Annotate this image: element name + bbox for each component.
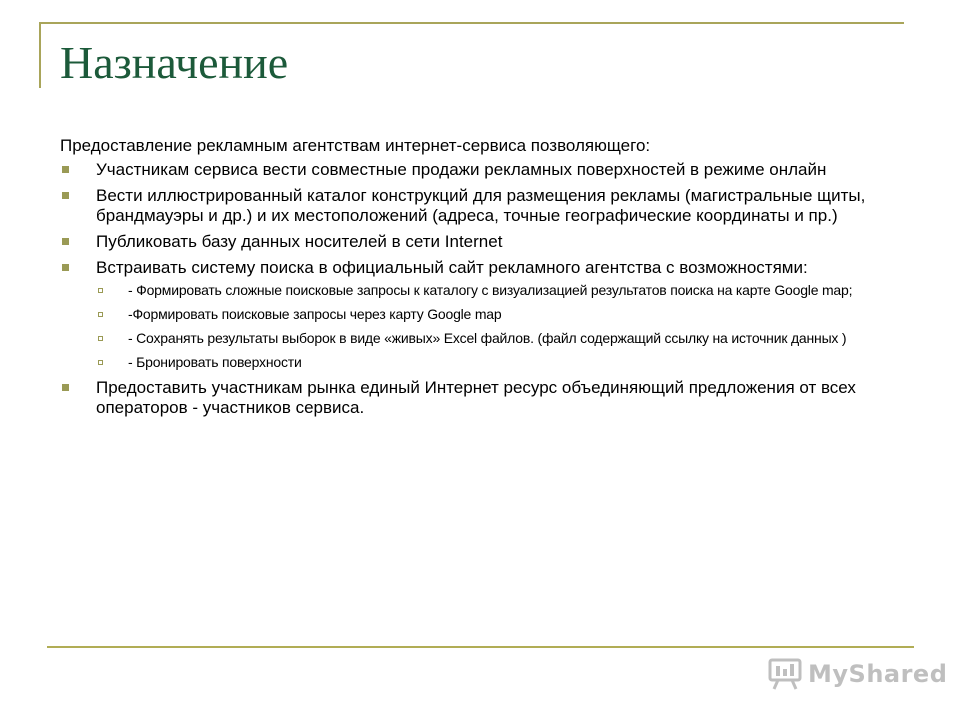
bullet-text: Участникам сервиса вести совместные продажи рекламных поверхностей в режиме онлайн — [96, 160, 827, 179]
hollow-square-bullet-icon — [98, 360, 103, 365]
watermark-text: MyShared — [808, 660, 948, 688]
sub-bullet-text: - Сохранять результаты выборок в виде «живых» Excel файлов. (файл содержащий ссылку на источник данных ) — [128, 330, 847, 346]
frame-left-line — [39, 22, 41, 88]
sub-bullet-text: - Бронировать поверхности — [128, 354, 302, 370]
frame-top-line — [39, 22, 904, 24]
hollow-square-bullet-icon — [98, 336, 103, 341]
sub-list-item — [96, 354, 890, 371]
list-item — [60, 258, 890, 371]
square-bullet-icon — [62, 384, 69, 391]
list-item — [60, 160, 890, 180]
sub-bullet-list — [96, 282, 890, 371]
bullet-text: Встраивать систему поиска в официальный сайт рекламного агентства с возможностями: — [96, 258, 808, 277]
square-bullet-icon — [62, 238, 69, 245]
hollow-square-bullet-icon — [98, 312, 103, 317]
footer-line — [47, 646, 914, 648]
square-bullet-icon — [62, 166, 69, 173]
bullet-text: Публиковать базу данных носителей в сети Internet — [96, 232, 503, 251]
sub-bullet-text: -Формировать поисковые запросы через карту Google map — [128, 306, 502, 322]
square-bullet-icon — [62, 192, 69, 199]
sub-list-item — [96, 306, 890, 323]
list-item — [60, 378, 890, 418]
sub-list-item — [96, 330, 890, 347]
slide-title: Назначение — [60, 37, 289, 88]
bullet-list — [60, 160, 890, 418]
bullet-text: Вести иллюстрированный каталог конструкций для размещения рекламы (магистральные щиты, брандмауэры и др.) и их местоположений (адреса, точные географические координаты и пр.) — [96, 186, 866, 225]
intro-text: Предоставление рекламным агентствам интернет-сервиса позволяющего: — [60, 136, 651, 155]
list-item — [60, 186, 890, 226]
sub-bullet-text: - Формировать сложные поисковые запросы к каталогу с визуализацией результатов поиска на карте Google map; — [128, 282, 853, 298]
bullet-text: Предоставить участникам рынка единый Интернет ресурс объединяющий предложения от всех операторов - участников сервиса. — [96, 378, 856, 417]
list-item — [60, 232, 890, 252]
sub-list-item — [96, 282, 890, 299]
watermark-logo — [768, 658, 947, 690]
presentation-board-icon — [768, 658, 802, 690]
square-bullet-icon — [62, 264, 69, 271]
hollow-square-bullet-icon — [98, 288, 103, 293]
slide-content — [60, 136, 890, 424]
